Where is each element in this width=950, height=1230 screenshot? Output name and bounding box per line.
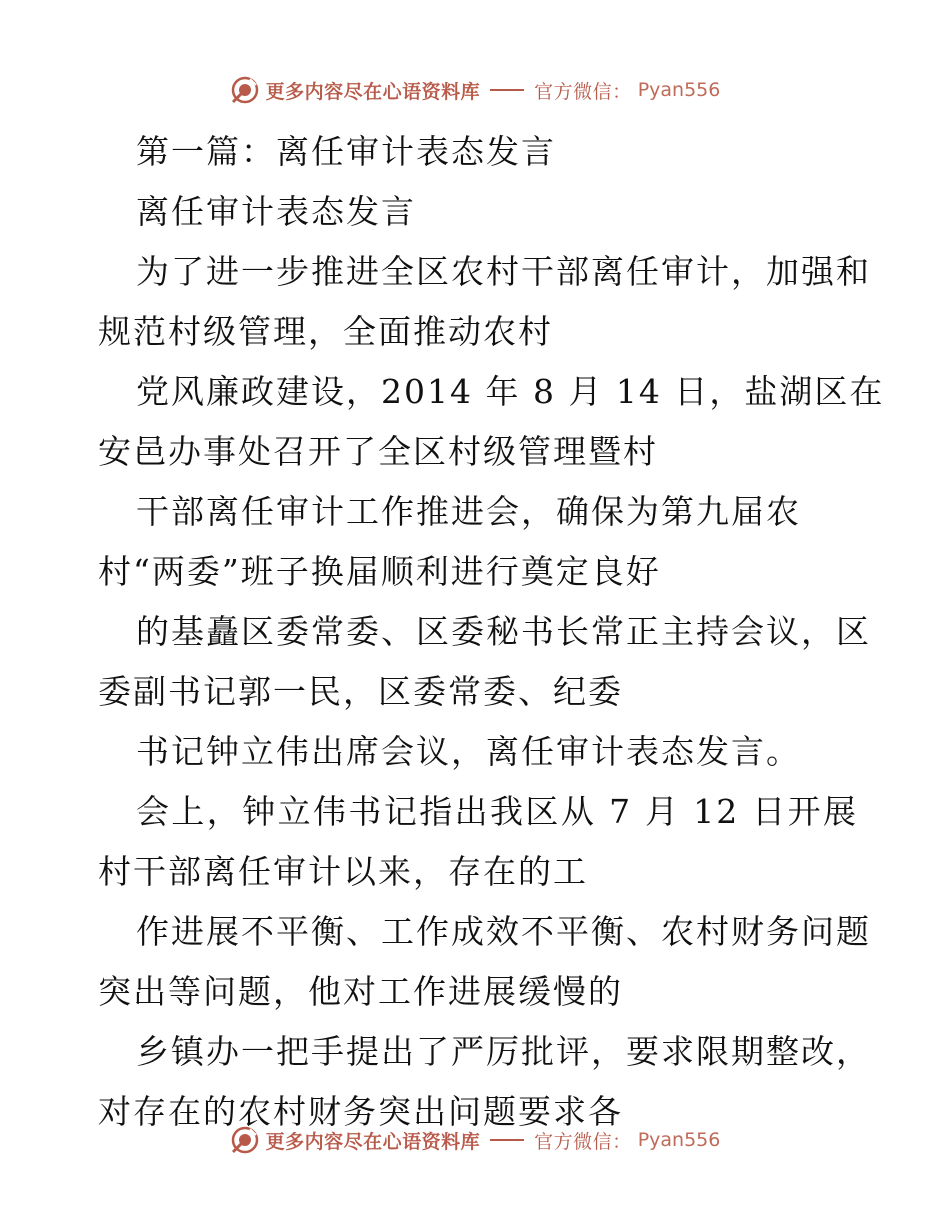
paragraph-line: 乡镇办一把手提出了严厉批评，要求限期整改， bbox=[136, 1032, 871, 1071]
paragraph-line: 规范村级管理，全面推动农村 bbox=[98, 312, 553, 351]
banner-dash bbox=[490, 1139, 524, 1141]
paragraph-line: 村“两委”班子换届顺利进行奠定良好 bbox=[98, 552, 661, 591]
paragraph-line: 的基矗区委常委、区委秘书长常正主持会议，区 bbox=[136, 612, 871, 651]
official-wechat-label: 官方微信： bbox=[534, 1130, 632, 1153]
header-banner bbox=[0, 70, 950, 110]
paragraph-line: 村干部离任审计以来，存在的工 bbox=[98, 852, 588, 891]
paragraph-line: 委副书记郭一民，区委常委、纪委 bbox=[98, 672, 623, 711]
pen-logo-icon bbox=[230, 75, 260, 105]
footer-banner bbox=[0, 1120, 950, 1160]
wechat-id: Pyan556 bbox=[637, 1129, 721, 1151]
paragraph-line: 为了进一步推进全区农村干部离任审计，加强和 bbox=[136, 252, 871, 291]
paragraph-line: 书记钟立伟出席会议，离任审计表态发言。 bbox=[136, 732, 801, 771]
paragraph-line: 对存在的农村财务突出问题要求各 bbox=[98, 1092, 623, 1131]
paragraph-line: 突出等问题，他对工作进展缓慢的 bbox=[98, 972, 623, 1011]
pen-logo-icon bbox=[230, 1125, 260, 1155]
paragraph-line: 安邑办事处召开了全区村级管理暨村 bbox=[98, 432, 658, 471]
promo-text: 更多内容尽在心语资料库 bbox=[265, 1130, 481, 1153]
paragraph-line: 作进展不平衡、工作成效不平衡、农村财务问题 bbox=[136, 912, 871, 951]
banner-dash bbox=[490, 89, 524, 91]
paragraph-line: 会上，钟立伟书记指出我区从 7 月 12 日开展 bbox=[136, 792, 858, 831]
promo-text: 更多内容尽在心语资料库 bbox=[265, 80, 481, 103]
wechat-id: Pyan556 bbox=[637, 79, 721, 101]
paragraph-line: 干部离任审计工作推进会，确保为第九届农 bbox=[136, 492, 801, 531]
official-wechat-label: 官方微信： bbox=[534, 80, 632, 103]
paragraph-line: 党风廉政建设，2014 年 8 月 14 日，盐湖区在 bbox=[136, 372, 885, 411]
document-subtitle: 离任审计表态发言 bbox=[136, 192, 416, 231]
document-title: 第一篇：离任审计表态发言 bbox=[136, 132, 556, 171]
document-body bbox=[98, 122, 885, 1142]
